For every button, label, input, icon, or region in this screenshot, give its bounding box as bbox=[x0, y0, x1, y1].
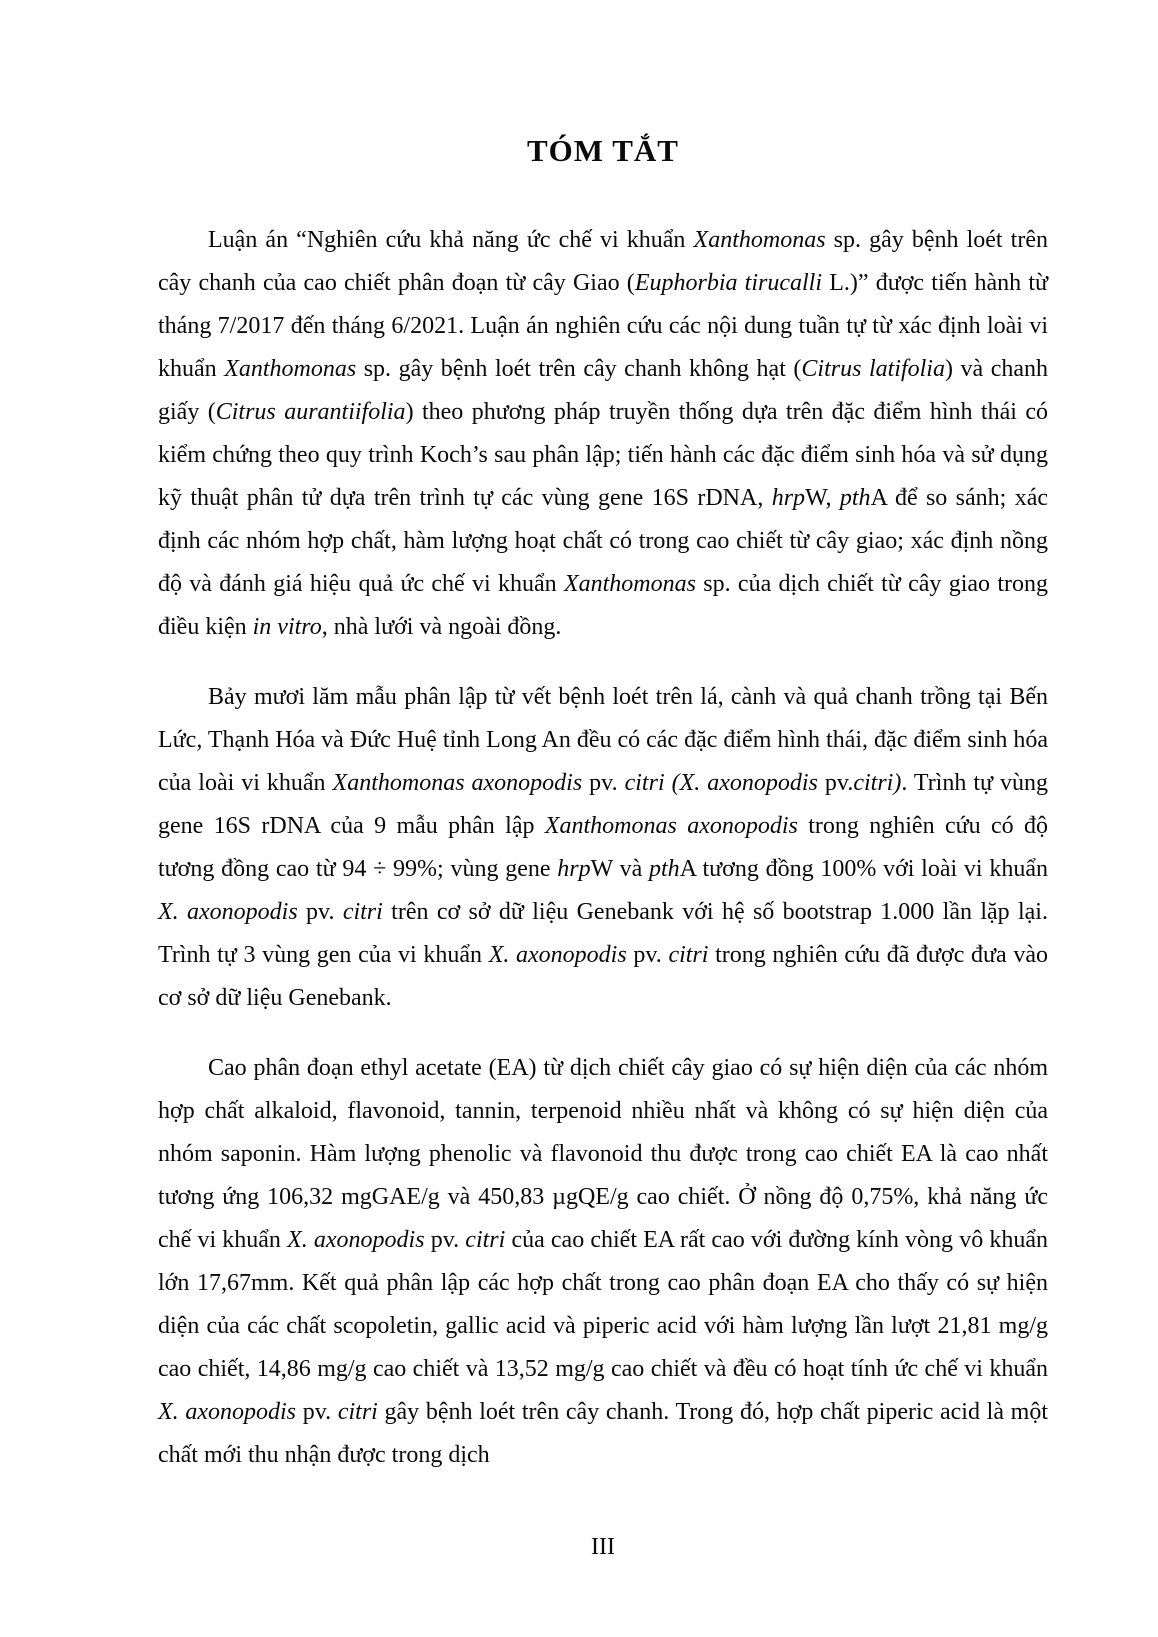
italic-text-segment: Citrus aurantiifolia bbox=[215, 399, 406, 425]
text-segment: ) theo phương pháp truyền thống dựa trên đặc điểm hình thái có kiểm chứng theo quy trình Koch’s sau phân lập; tiến hành các đặc điểm sinh hóa và sử dụng kỹ thuật phân tử dựa trên trình tự các vùng gene 16S rDNA, bbox=[158, 399, 1049, 511]
italic-text-segment: Citrus latifolia bbox=[801, 356, 945, 382]
italic-text-segment: X. axonopodis bbox=[488, 942, 627, 968]
italic-text-segment: Xanthomonas bbox=[693, 227, 826, 253]
text-segment: trong nghiên cứu có độ tương đồng cao từ 94 ÷ 99%; vùng gene bbox=[158, 813, 1048, 882]
italic-text-segment: Xanthomonas bbox=[563, 571, 696, 597]
text-segment: pv. bbox=[626, 942, 669, 968]
italic-text-segment: Xanthomonas axonopodis bbox=[332, 770, 583, 796]
italic-text-segment: hrp bbox=[557, 856, 591, 882]
italic-text-segment: pth bbox=[649, 856, 680, 882]
italic-text-segment: Euphorbia tirucalli bbox=[634, 270, 823, 296]
text-segment: gây bệnh loét trên cây chanh. Trong đó, hợp chất piperic acid là một chất mới thu nhận được trong dịch bbox=[158, 1399, 1048, 1468]
text-segment: sp. gây bệnh loét trên cây chanh không hạt ( bbox=[356, 356, 802, 382]
text-segment: W, bbox=[805, 485, 840, 511]
text-segment: pv. bbox=[582, 770, 625, 796]
text-segment: A để so sánh; xác định các nhóm hợp chất, hàm lượng hoạt chất có trong cao chiết từ cây giao; xác định nồng độ và đánh giá hiệu quả ức chế vi khuẩn bbox=[158, 485, 1049, 597]
italic-text-segment: citri bbox=[342, 899, 383, 925]
page-number: III bbox=[591, 1534, 615, 1560]
paragraph bbox=[158, 1047, 1048, 1477]
text-segment: trên cơ sở dữ liệu Genebank với hệ số bootstrap 1.000 lần lặp lại. Trình tự 3 vùng gen của vi khuẩn bbox=[158, 899, 1048, 968]
paragraph bbox=[158, 219, 1048, 649]
italic-text-segment: citri bbox=[337, 1399, 378, 1425]
page-content bbox=[158, 0, 1048, 1504]
text-segment: . Trình tự vùng gene 16S rDNA của 9 mẫu phân lập bbox=[158, 770, 1048, 839]
text-segment: pv. bbox=[424, 1227, 466, 1253]
text-segment: Bảy mươi lăm mẫu phân lập từ vết bệnh loét trên lá, cành và quả chanh trồng tại Bến Lức, Thạnh Hóa và Đức Huệ tỉnh Long An đều có các đặc điểm hình thái, đặc điểm sinh hóa của loài vi khuẩn bbox=[158, 684, 1048, 796]
italic-text-segment: citri) bbox=[853, 770, 902, 796]
text-segment: pv. bbox=[817, 770, 854, 796]
text-segment: của cao chiết EA rất cao với đường kính vòng vô khuẩn lớn 17,67mm. Kết quả phân lập các hợp chất trong cao phân đoạn EA cho thấy có sự hiện diện của các chất scopoletin, gallic acid và piperic acid với hàm lượng lần lượt 21,81 mg/g cao chiết, 14,86 mg/g cao chiết và 13,52 mg/g cao chiết và đều có hoạt tính ức chế vi khuẩn bbox=[158, 1227, 1048, 1382]
text-segment: L.)” được tiến hành từ tháng 7/2017 đến tháng 6/2021. Luận án nghiên cứu các nội dung tuần tự từ xác định loài vi khuẩn bbox=[158, 270, 1048, 382]
text-segment: A tương đồng 100% với loài vi khuẩn bbox=[679, 856, 1049, 882]
text-segment: sp. gây bệnh loét trên cây chanh của cao chiết phân đoạn từ cây Giao ( bbox=[158, 227, 1048, 296]
italic-text-segment: X. axonopodis bbox=[287, 1227, 425, 1253]
paragraph bbox=[158, 676, 1048, 1020]
italic-text-segment: citri bbox=[465, 1227, 506, 1253]
italic-text-segment: citri (X. axonopodis bbox=[624, 770, 818, 796]
text-segment: Luận án “Nghiên cứu khả năng ức chế vi khuẩn bbox=[208, 227, 694, 253]
text-segment: W và bbox=[590, 856, 650, 882]
italic-text-segment: Xanthomonas bbox=[224, 356, 357, 382]
abstract-body bbox=[158, 219, 1048, 1477]
italic-text-segment: hrp bbox=[771, 485, 806, 511]
text-segment: pv. bbox=[296, 1399, 338, 1425]
italic-text-segment: X. axonopodis bbox=[158, 1399, 297, 1425]
text-segment: Cao phân đoạn ethyl acetate (EA) từ dịch chiết cây giao có sự hiện diện của các nhóm hợp chất alkaloid, flavonoid, tannin, terpenoid nhiều nhất và không có sự hiện diện của nhóm saponin. Hàm lượng phenolic và flavonoid thu được trong cao chiết EA là cao nhất tương ứng 106,32 mgGAE/g và 450,83 µgQE/g cao chiết. Ở nồng độ 0,75%, khả năng ức chế vi khuẩn bbox=[158, 1055, 1048, 1253]
text-segment: pv. bbox=[297, 899, 343, 925]
italic-text-segment: pth bbox=[839, 485, 871, 511]
italic-text-segment: X. axonopodis bbox=[158, 899, 298, 925]
text-segment: ) và chanh giấy ( bbox=[158, 356, 1049, 425]
text-segment: sp. của dịch chiết từ cây giao trong điều kiện bbox=[158, 571, 1048, 640]
italic-text-segment: Xanthomonas axonopodis bbox=[544, 813, 798, 839]
italic-text-segment: citri bbox=[668, 942, 709, 968]
page-title: TÓM TẮT bbox=[527, 133, 679, 168]
text-segment: , nhà lưới và ngoài đồng. bbox=[321, 614, 562, 640]
text-segment: trong nghiên cứu đã được đưa vào cơ sở dữ liệu Genebank. bbox=[158, 942, 1048, 1011]
italic-text-segment: in vitro bbox=[252, 614, 322, 640]
